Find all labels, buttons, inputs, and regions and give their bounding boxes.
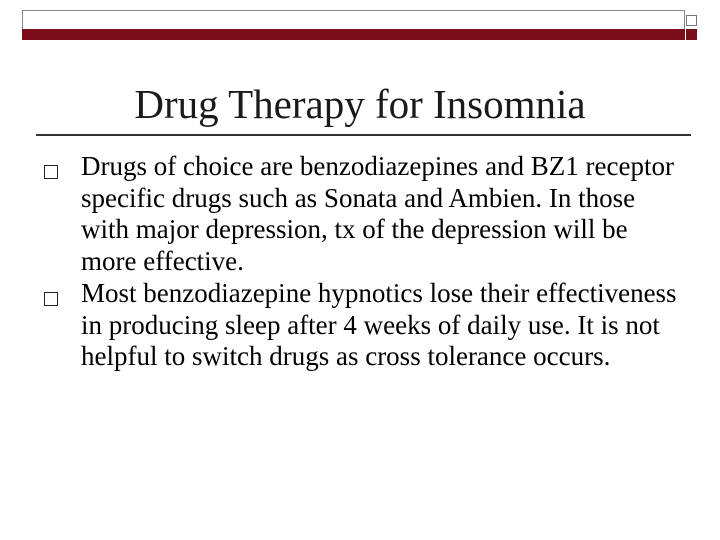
bullet-list [44,151,684,373]
bullet-text: Most benzodiazepine hypnotics lose their effectiveness in producing sleep after 4 weeks of daily use. It is not helpful to switch drugs as cross tolerance occurs. [81,277,677,372]
slide-title: Drug Therapy for Insomnia [134,81,586,127]
bullet-text: Drugs of choice are benzodiazepines and BZ1 receptor specific drugs such as Sonata and Ambien. In those with major depression, tx of the depression will be more effective. [81,151,674,277]
corner-square-outline [686,15,697,26]
top-decor-band [22,29,685,40]
corner-square-filled [686,29,697,40]
hollow-square-bullet-icon [44,292,58,306]
bullet-item [44,278,684,373]
hollow-square-bullet-icon [44,165,58,179]
title-underline [36,134,691,136]
bullet-item [44,151,684,278]
